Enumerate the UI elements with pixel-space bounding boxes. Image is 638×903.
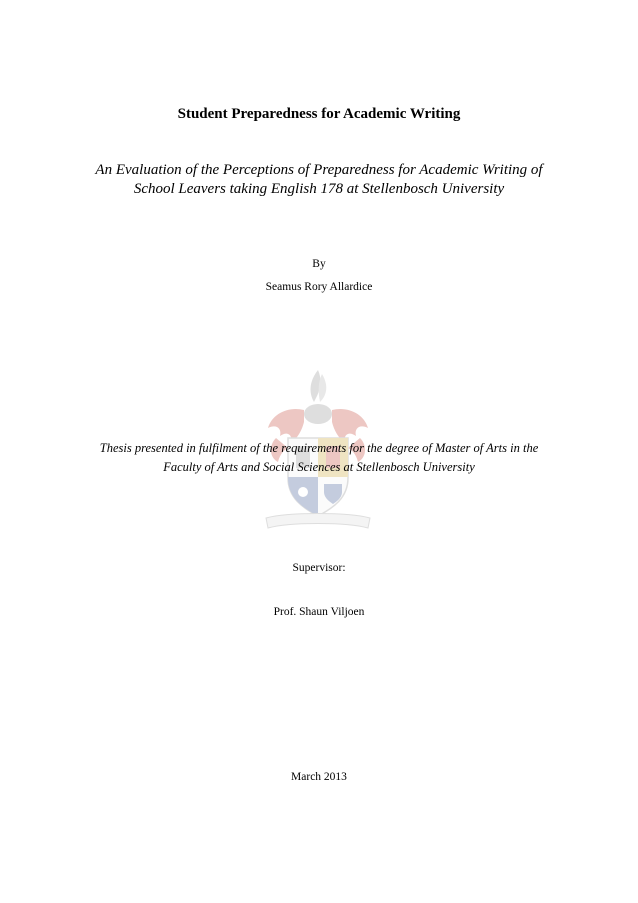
page-title: Student Preparedness for Academic Writing	[177, 106, 461, 122]
supervisor-name: Prof. Shaun Viljoen	[273, 606, 365, 618]
author-name: Seamus Rory Allardice	[265, 281, 373, 293]
subtitle-line-1: An Evaluation of the Perceptions of Preparedness for Academic Writing of	[95, 162, 543, 178]
supervisor-label: Supervisor:	[292, 562, 346, 574]
thesis-statement-line-2: Faculty of Arts and Social Sciences at Stellenbosch University	[163, 460, 475, 474]
by-label: By	[312, 258, 326, 270]
thesis-statement-line-1: Thesis presented in fulfilment of the requirements for the degree of Master of Arts in the	[99, 441, 539, 455]
submission-date: March 2013	[291, 771, 347, 783]
subtitle-line-2: School Leavers taking English 178 at Stellenbosch University	[133, 181, 505, 197]
